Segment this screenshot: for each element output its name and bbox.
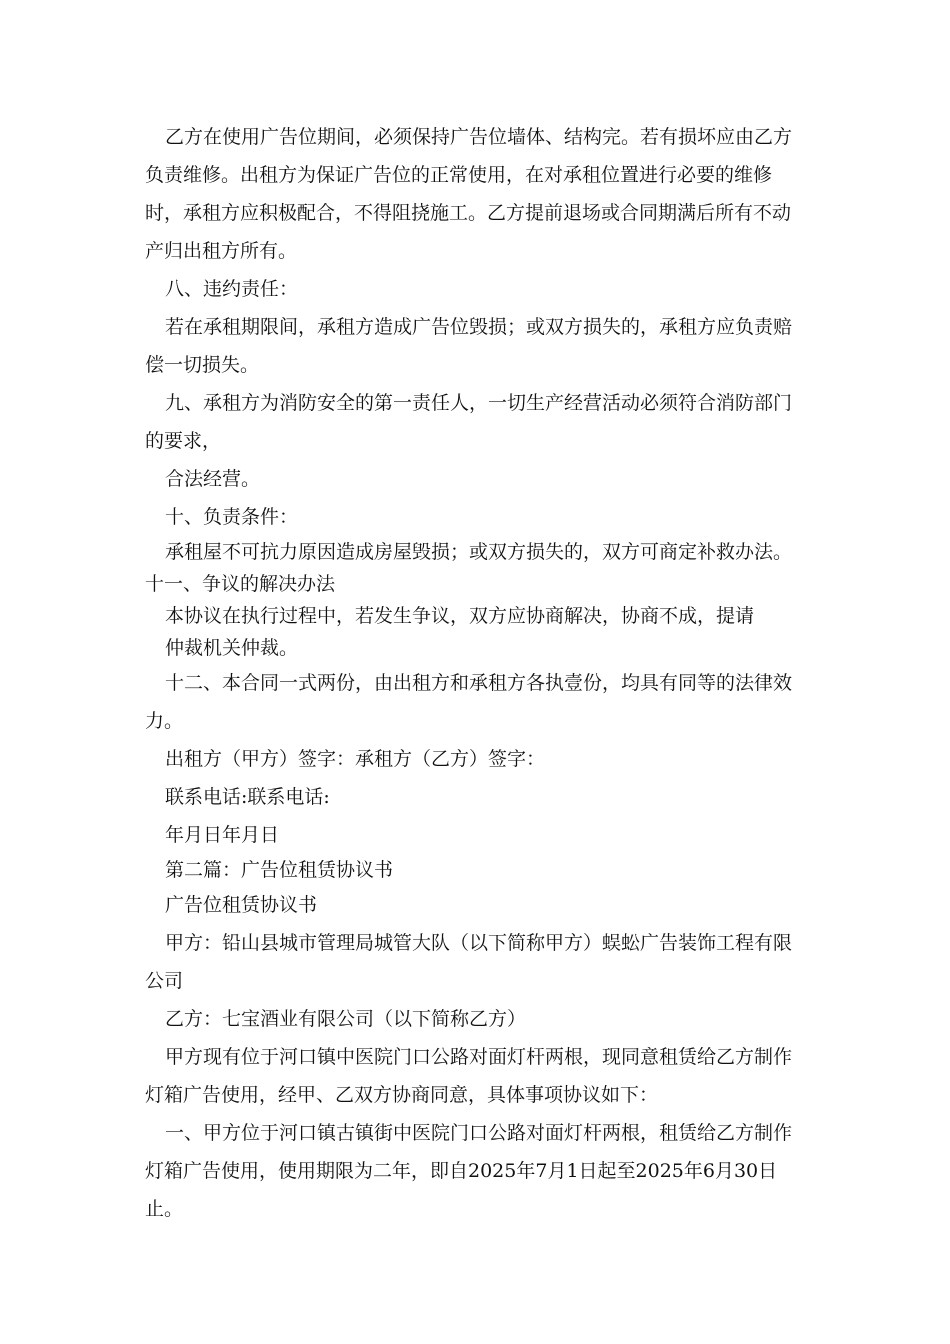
party-a-line: 甲方：铅山县城市管理局城管大队（以下简称甲方）蜈蚣广告装饰工程有限公司 [145, 932, 793, 992]
agreement-title: 广告位租赁协议书 [165, 894, 318, 916]
date-line: 年月日年月日 [165, 824, 280, 846]
paragraph-dispute-negotiation: 本协议在执行过程中，若发生争议，双方应协商解决，协商不成，提请 [165, 605, 755, 627]
heading-responsibility-conditions: 十、负责条件： [165, 506, 299, 528]
paragraph-force-majeure: 承租屋不可抗力原因造成房屋毁损；或双方损失的，双方可商定补救办法。 [165, 541, 793, 563]
party-b-line: 乙方：七宝酒业有限公司（以下简称乙方） [165, 1008, 527, 1030]
paragraph-fire-safety: 九、承租方为消防安全的第一责任人，一切生产经营活动必须符合消防部门的要求， [145, 392, 793, 452]
paragraph-lawful-operation: 合法经营。 [165, 468, 261, 490]
heading-breach-liability: 八、违约责任： [165, 278, 299, 300]
section-title-second-article: 第二篇：广告位租赁协议书 [165, 859, 394, 881]
phone-line: 联系电话:联系电话: [165, 786, 330, 808]
paragraph-arbitration: 仲裁机关仲裁。 [165, 637, 299, 659]
heading-dispute-resolution: 十一、争议的解决办法 [145, 573, 336, 595]
signature-line: 出租方（甲方）签字：承租方（乙方）签字： [165, 748, 546, 770]
paragraph-copies-validity: 十二、本合同一式两份，由出租方和承租方各执壹份，均具有同等的法律效力。 [145, 672, 793, 732]
paragraph-maintenance: 乙方在使用广告位期间，必须保持广告位墙体、结构完。若有损坏应由乙方负责维修。出租方为保证广告位的正常使用，在对承租位置进行必要的维修时，承租方应积极配合，不得阻挠施工。乙方提前退场或合同期满后所有不动产归出租方所有。 [145, 126, 793, 262]
document-body [145, 118, 807, 1228]
paragraph-lease-intro: 甲方现有位于河口镇中医院门口公路对面灯杆两根，现同意租赁给乙方制作灯箱广告使用，经甲、乙双方协商同意，具体事项协议如下： [145, 1046, 793, 1106]
paragraph-breach-liability: 若在承租期限间，承租方造成广告位毁损；或双方损失的，承租方应负责赔偿一切损失。 [145, 316, 793, 376]
paragraph-lease-term: 一、甲方位于河口镇古镇街中医院门口公路对面灯杆两根，租赁给乙方制作灯箱广告使用，使用期限为二年，即自2025年7月1日起至2025年6月30日止。 [145, 1122, 793, 1220]
